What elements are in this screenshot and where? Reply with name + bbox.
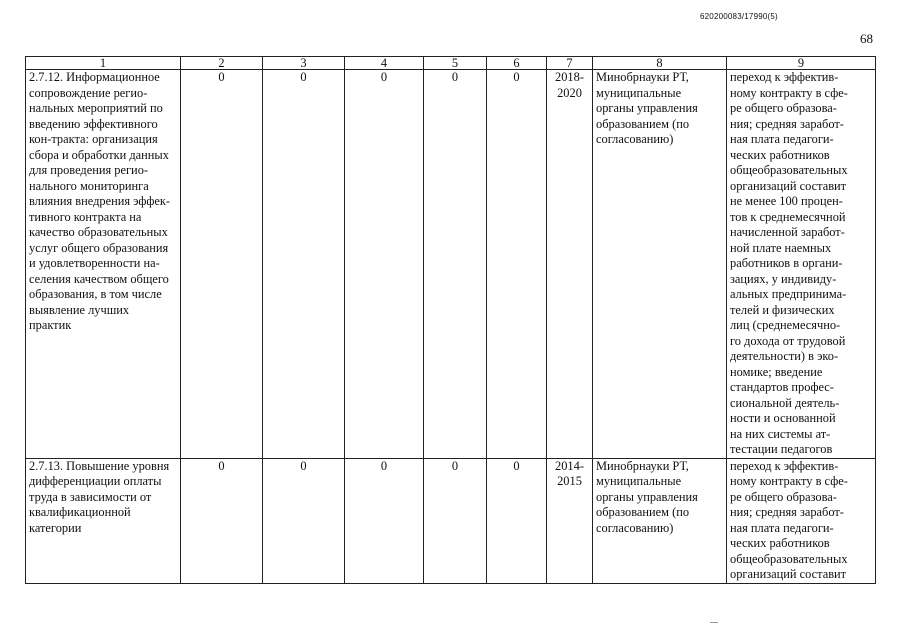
value-cell: 0: [424, 458, 487, 583]
value-cell: 0: [487, 458, 547, 583]
column-number: 3: [263, 57, 345, 70]
column-number: 9: [727, 57, 876, 70]
result-cell: переход к эффектив- ному контракту в сфе- ре общего образова- ния; средняя заработ- ная плата педагоги- ческих работников общеобразовательных организаций составит: [727, 458, 876, 583]
column-number: 8: [593, 57, 727, 70]
value-cell: 0: [181, 458, 263, 583]
value-cell: 0: [487, 70, 547, 459]
table-row: [26, 458, 876, 583]
period-cell: 2014- 2015: [547, 458, 593, 583]
column-number: 1: [26, 57, 181, 70]
column-number-row: [26, 57, 876, 70]
column-number: 7: [547, 57, 593, 70]
period-cell: 2018- 2020: [547, 70, 593, 459]
value-cell: 0: [345, 70, 424, 459]
responsible-cell: Минобрнауки РТ, муниципальные органы управления образованием (по согласованию): [593, 70, 727, 459]
value-cell: 0: [424, 70, 487, 459]
responsible-cell: Минобрнауки РТ, муниципальные органы управления образованием (по согласованию): [593, 458, 727, 583]
scan-mark: [710, 622, 718, 623]
column-number: 6: [487, 57, 547, 70]
value-cell: 0: [263, 458, 345, 583]
value-cell: 0: [263, 70, 345, 459]
measure-description: 2.7.13. Повышение уровня дифференциации оплаты труда в зависимости от квалификационной категории: [26, 458, 181, 583]
measures-table: [25, 56, 876, 584]
document-code: 620200083/17990(5): [700, 12, 778, 21]
value-cell: 0: [345, 458, 424, 583]
table-row: [26, 70, 876, 459]
value-cell: 0: [181, 70, 263, 459]
result-cell: переход к эффектив- ному контракту в сфе- ре общего образова- ния; средняя заработ- ная плата педагоги- ческих работников общеобразовательных организаций составит не менее 100 процен- тов к среднемесячной начисленной заработ- ной плате наемных работников в органи- зациях, у индивиду- альных предпринима- телей и физических лиц (среднемесячно- го дохода от трудовой деятельности) в эко- номике; введение стандартов профес- сиональной деятель- ности и основанной на них системы ат- тестации педагогов: [727, 70, 876, 459]
column-number: 2: [181, 57, 263, 70]
measure-description: 2.7.12. Информационное сопровождение регио- нальных мероприятий по введению эффективного кон-тракта: организация сбора и обработки данных для проведения регио- нального мониторинга влияния внедрения эффек- тивного контракта на качество образовательных услуг общего образования и удовлетворенности на- селения качеством общего образования, в том числе выявление лучших практик: [26, 70, 181, 459]
column-number: 4: [345, 57, 424, 70]
page-number: 68: [860, 31, 873, 46]
column-number: 5: [424, 57, 487, 70]
